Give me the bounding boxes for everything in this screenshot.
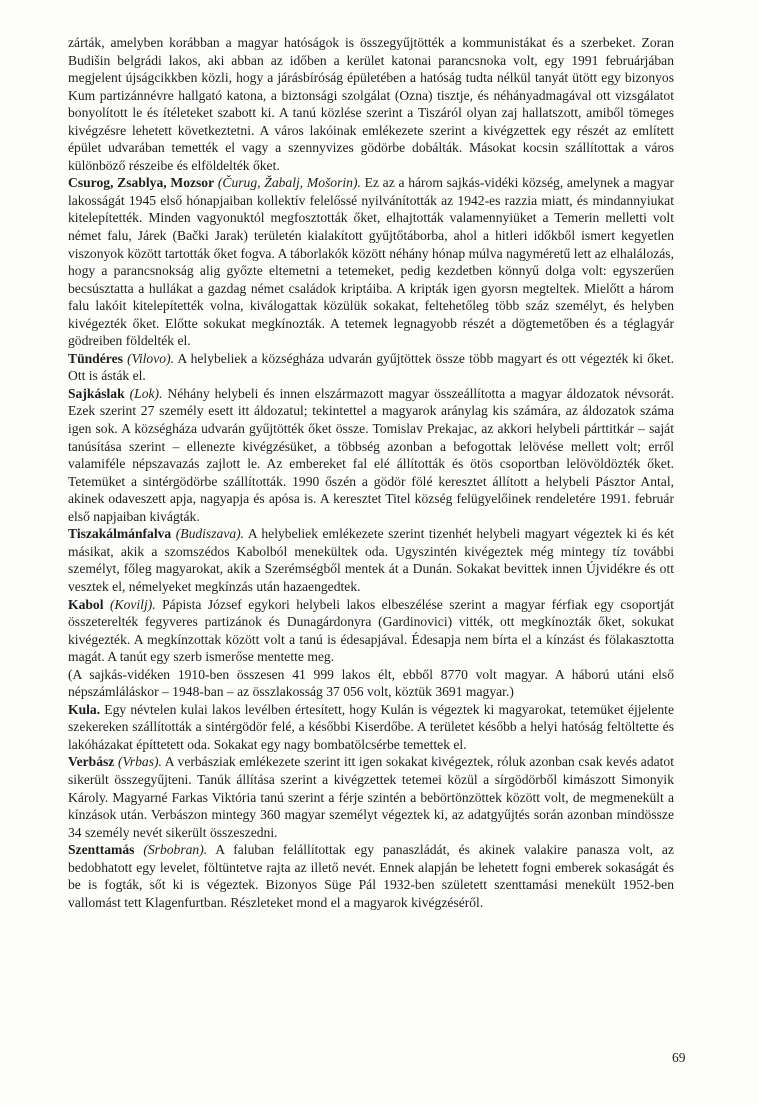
section-heading-serbian: (Kovilj). xyxy=(109,596,156,612)
paragraph-verbasz xyxy=(68,753,674,841)
section-heading: Sajkáslak xyxy=(68,385,125,401)
section-heading: Tiszakálmánfalva xyxy=(68,526,172,542)
section-heading: Szenttamás xyxy=(68,842,135,858)
paragraph-text: (A sajkás-vidéken 1910-ben összesen 41 999 lakos élt, ebből 8770 volt magyar. A háború utáni első népszámláláskor – 1948-ban – az összlakosság 37 056 volt, köztük 3691 magyar.) xyxy=(68,666,674,700)
paragraph-tunderes xyxy=(68,350,674,385)
section-heading: Verbász xyxy=(68,754,115,770)
paragraph-kabol xyxy=(68,596,674,666)
paragraph-intro xyxy=(68,34,674,174)
paragraph-szenttamas xyxy=(68,841,674,911)
paragraph-tiszakalmanfalva xyxy=(68,525,674,595)
paragraph-text: A helybeliek a községháza udvarán gyűjtöttek össze több magyart és ott végezték ki őket. Ott is ásták el. xyxy=(68,350,674,384)
section-heading-serbian: (Vrbas). xyxy=(117,754,162,770)
paragraph-text: A faluban felállítottak egy panaszládát, és akinek valakire panasza volt, az bedobhatott egy levelet, föltüntetve rajta az illető nevét. Ennek alapján be lehetett fogni emberek sokaságát és be is fogták, sőt ki is végeztek. Bizonyos Süge Pál 1932-ben született szenttamási menekült 1952-ben vallomást tett Klagenfurtban. Részleteket mond el a magyarok kivégzéséről. xyxy=(68,842,674,910)
paragraph-csurog xyxy=(68,174,674,349)
paragraph-text: A helybeliek emlékezete szerint tizenhét helybeli magyart végeztek ki és két másikat, akik a szomszédos Kabolból menekültek oda. Ugyszintén kivégeztek még mintegy tíz további személyt, főleg magyarokat, akik a Szerémségből mentek át a Dunán. Sokakat bevittek innen Újvidékre és ott vesztek el, némelyeket megkínzás után hazaengedtek. xyxy=(68,526,674,594)
paragraph-text: Pápista József egykori helybeli lakos elbeszélése szerint a magyar férfiak egy csoportját összeterelték fegyveres partizánok és Dunagárdonyra (Gardinovici) vitték, ott megkínozták őket, sokukat kivégezték. A megkínzottak között volt a tanú is édesapjával. Édesapja nem bírta el a kínzást és fölakasztotta magát. A tanút egy szerb ismerőse mentette meg. xyxy=(68,596,674,665)
paragraph-text: Ez az a három sajkás-vidéki község, amelynek a magyar lakosságát 1945 első hónapjaiban kollektív felelőssé nyilvánították az 1942-es razzia miatt, és mindannyiukat kitelepítették. Minden vagyonuktól megfosztották őket, elhajtották valamennyiüket a Temerin melletti volt német falu, Járek (Bački Jarak) területén kialakított gyűjtőtáborba, ahol a hitleri időkből ismert kegyetlen viszonyok között tartották őket fogva. A táborlakók között néhány hónap múlva nagyméretű lett az elhalálozás, hogy a parancsnokság alig győzte eltemetni a tetemeket, pedig kezdetben könnyű dolga volt: egyszerűen becsúsztatta a hullákat a gazdag német családok kriptáiba. A kripták igen gyorsn megteltek. Mielőtt a három falu lakóit kitelepítették volna, kiválogattak közülük sokakat, feltehetőleg több száz személyt, és helyben kivégezték őket. Előtte sokukat megkínozták. A tetemek legnagyobb részét a dögtemetőben és a téglagyár gödreiben földelték el. xyxy=(68,175,675,349)
section-heading-serbian: (Vilovo). xyxy=(127,350,174,366)
paragraph-sajkaslak xyxy=(68,385,674,525)
page-number: 69 xyxy=(672,1050,686,1065)
section-heading-serbian: (Lok). xyxy=(129,385,163,401)
paragraph-kula xyxy=(68,701,674,754)
paragraph-text: zárták, amelyben korábban a magyar hatóságok is összegyűjtötték a kommunistákat és a szerbeket. Zoran Budišin belgrádi lakos, aki abban az időben a kerület katonai parancsnoka volt, egy 1991 februárjában megjelent újságcikkben közli, hogy a járásbíróság épületében a hatóság tudta nélkül tanyát ütött egy bizonyos Kum partizánnévre hallgató katona, a biztonsági szolgálat (Ozna) tisztje, és néhányadmagával ott vizsgálatot bonyolított le és ítéleteket szabott ki. A tanú közlése szerint a Tiszáról olyan zaj hallatszott, amiből tömeges kivégzésre lehetett következtetni. A város lakóinak emlékezete szerint a kivégzettek egy részét az említett épület udvarában temették el vagy a szennyvizes gödörbe dobálták. Másokat kocsin szállítottak a város különböző részeibe és elföldelték őket. xyxy=(68,35,674,173)
section-heading: Tündéres xyxy=(68,350,123,366)
paragraph-text: Néhány helybeli és innen elszármazott magyar összeállította a magyar áldozatok névsorát. Ezek szerint 27 személy esett itt áldozatul; tekintettel a magyarok aránylag kis számára, az áldozatok száma igen sok. A községháza udvarán gyűjtötték őket össze. Tomislav Prekajac, az akkori helybeli párttitkár – saját tanúsítása szerint – ellenezte kivégzésüket, a többség azonban a befogottak lelövése mellett volt; erről valamiféle népszavazás zajlott le. Az embereket fal elé állították és ötös csoportban lelövöldözték őket. Tetemüket a sintérgödörbe szállították. 1990 őszén a gödör fölé keresztet állított a helybeli Pásztor Antal, akinek odaveszett apja, nagyapja és apósa is. A keresztet Titel község felügyelőinek rendeletére 1991. február első napjaiban kivágták. xyxy=(68,385,674,524)
section-heading-serbian: (Srbobran). xyxy=(143,842,208,858)
section-heading: Kabol xyxy=(68,596,104,612)
section-heading: Kula. xyxy=(68,701,101,717)
section-heading-serbian: (Čurug, Žabalj, Mošorin). xyxy=(217,175,361,191)
paragraph-census-note xyxy=(68,666,674,701)
section-heading-serbian: (Budiszava). xyxy=(175,526,245,542)
paragraph-text: A verbásziak emlékezete szerint itt igen sokakat kivégeztek, róluk azonban csak kevés adatot sikerült összegyűjteni. Tanúk állítása szerint a kivégzettek tetemei közül a sírgödörből kimászott Simonyik Károly. Magyarné Farkas Viktória tanú szerint a férje szintén a bebörtönzöttek között volt, de megmenekült a kínzások után. Verbászon mintegy 360 magyar személyt végeztek ki, az adatgyűjtés során azonban mindössze 34 személy nevét sikerült összeszedni. xyxy=(68,754,674,840)
body-text xyxy=(68,34,674,911)
section-heading: Csurog, Zsablya, Mozsor xyxy=(68,175,215,191)
paragraph-text: Egy névtelen kulai lakos levélben értesített, hogy Kulán is végeztek ki magyarokat, tetemüket éjjelente szekereken szállították a sintérgödör felé, a későbbi Kiserdőbe. A területet később a helyi hatóság feltöltette és lakóházakat építtetett oda. Sokakat egy nagy bombatölcsérbe temettek el. xyxy=(68,701,674,752)
